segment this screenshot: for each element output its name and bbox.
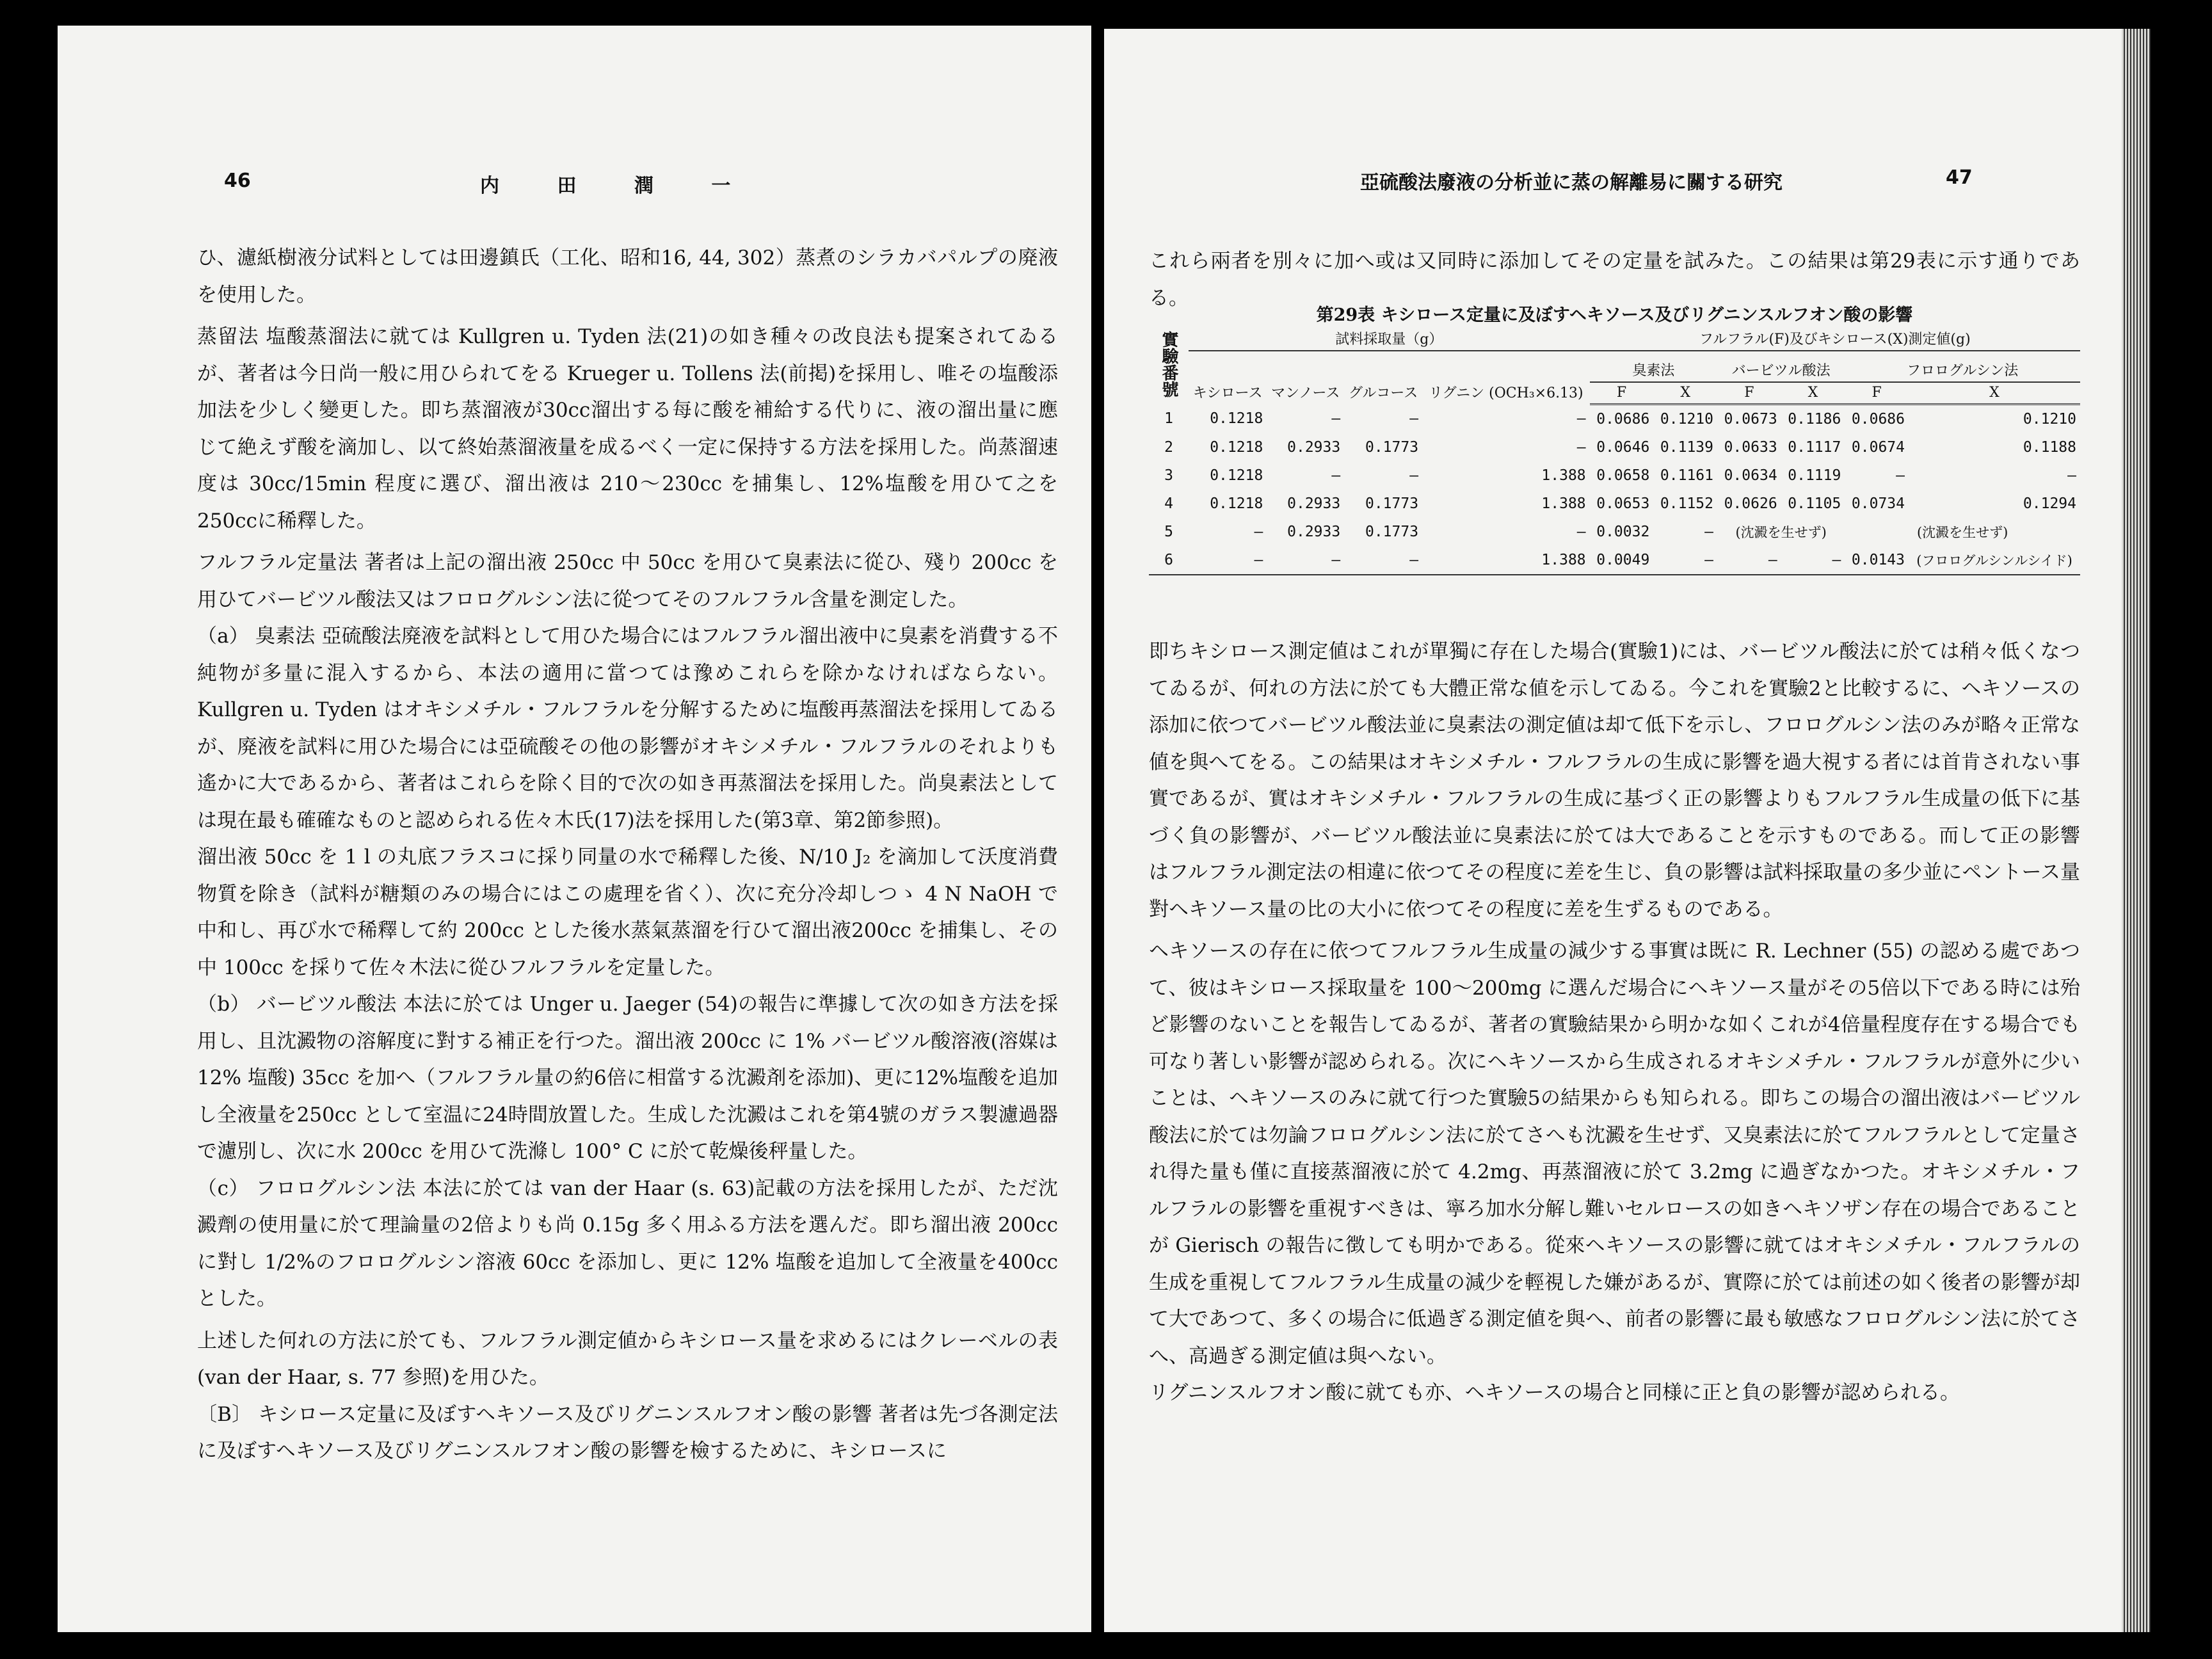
table-cell: —	[1576, 410, 1586, 427]
paragraph: （a） 臭素法 亞硫酸法廃液を試料として用ひた場合にはフルフラル溜出液中に臭素を消費する不純物が多量に混入するから、本法の適用に當つては豫めこれらを除かなければならない。Kullgren u. Tyden はオキシメチル・フルフラルを分解するために塩酸再蒸溜法を採用してゐるが、廃液を試料に用ひた場合には亞硫酸その他の影響がオキシメチル・フルフラルのそれよりも遙かに大であるから、著者はこれらを除く目的で次の如き再蒸溜法を採用した。尚臭素法としては現在最も確確なものと認められる佐々木氏(17)法を採用した(第3章、第2節参照)。	[197, 625, 1058, 832]
fx-header: X	[1781, 382, 1845, 405]
table-cell: 0.0049	[1590, 546, 1654, 575]
table-cell: 0.1218	[1210, 495, 1263, 512]
table-cell: 0.1210	[2023, 410, 2076, 428]
table-cell: —	[1576, 438, 1586, 456]
table-cell: —	[1704, 523, 1713, 540]
col-header: キシロース	[1192, 385, 1263, 401]
table-cell: 0.1186	[1788, 410, 1841, 428]
table-cell: —	[1254, 523, 1263, 540]
table-cell: —	[1653, 546, 1717, 575]
fx-header: F	[1590, 382, 1654, 405]
table-cell: 0.0658	[1596, 467, 1650, 484]
table-cell: —	[1409, 467, 1419, 484]
table-cell: —	[1896, 467, 1905, 484]
table-cell: 1.388	[1422, 546, 1590, 575]
table-row	[1149, 433, 2080, 461]
exp-no-cell: 5	[1164, 523, 1173, 540]
table-note: (沈澱を生せず)	[1735, 524, 1827, 540]
table-cell: 0.1161	[1660, 467, 1713, 484]
table-cell: 0.0634	[1724, 467, 1777, 484]
table-cell: 0.1773	[1365, 523, 1419, 540]
table-row	[1149, 546, 2080, 575]
table-cell: —	[1576, 523, 1586, 540]
table-cell: 0.1117	[1788, 438, 1841, 456]
table-cell: 0.1210	[1660, 410, 1713, 428]
data-table	[1149, 330, 2080, 575]
paragraph: 上述した何れの方法に於ても、フルフラル測定値からキシロース量を求めるにはクレーベルの表(van der Haar, s. 77 参照)を用ひた。	[197, 1329, 1058, 1389]
table-cell: 1.388	[1541, 467, 1586, 484]
table-cell: 0.1773	[1365, 495, 1419, 512]
exp-no-label: 實驗番號	[1159, 331, 1178, 397]
table-cell: —	[1717, 546, 1781, 575]
table-row	[1149, 518, 2080, 546]
fx-header: F	[1717, 382, 1781, 405]
sample-group-header: 試料採取量（g）	[1189, 330, 1590, 351]
exp-no-cell: 6	[1149, 546, 1189, 575]
paragraph: 即ちキシロース測定値はこれが單獨に存在した場合(實驗1)には、バービツル酸法に於ては稍々低くなつてゐるが、何れの方法に於ても大體正常な値を示してゐる。今これを實驗2と比較するに、ヘキソースの添加に依つてバービツル酸法並に臭素法の測定値は却て低下を示し、フロログルシン法のみが略々正常な値を與へてをる。この結果はオキシメチル・フルフラルの生成に影響を過大視する者には首肯されない事實であるが、實はオキシメチル・フルフラルの生成に基づく正の影響よりもフルフラル生成量の低下に基づく負の影響が、バービツル酸法並に臭素法に於ては大であることを示すものである。而して正の影響はフルフラル測定法の相違に依つてその程度に差を生じ、負の影響は試料採取量の多少並にペントース量對ヘキソース量の比の大小に依つてその程度に差を生ずるものである。	[1149, 640, 2080, 921]
table-cell: —	[1189, 546, 1267, 575]
measure-group-header: フルフラル(F)及びキシロース(X)測定値(g)	[1590, 330, 2080, 351]
table-cell: 0.1188	[2023, 438, 2076, 456]
right-page	[1104, 29, 2122, 1632]
col-header: リグニン (OCH₃×6.13)	[1429, 385, 1583, 401]
table-cell: 0.0032	[1596, 523, 1650, 540]
paragraph: 溜出液 50cc を 1 l の丸底フラスコに採り同量の水で稀釋した後、N/10 J₂ を滴加して沃度消費物質を除き（試料が糖類のみの場合にはこの處理を省く）、次に充分冷却しつゝ 4 N NaOH で中和し、再び水で稀釋して約 200cc とした後水蒸氣蒸溜を行ひて溜出液200cc を捕集し、その中 100cc を採りて佐々木法に從ひフルフラルを定量した。	[197, 846, 1058, 979]
table-cell: 0.0626	[1724, 495, 1777, 512]
table-cell: 0.1218	[1210, 467, 1263, 484]
table-cell: 0.1294	[2023, 495, 2076, 512]
table-cell: 0.1152	[1660, 495, 1713, 512]
table-cell: 0.2933	[1287, 495, 1341, 512]
paragraph: （c） フロログルシン法 本法に於ては van der Haar (s. 63)記載の方法を採用したが、ただ沈澱劑の使用量に於て理論量の2倍よりも尚 0.15g 多く用ふる方法を選んだ。即ち溜出液 200cc に對し 1/2%のフロログルシン溶液 60cc を添加し、更に 12% 塩酸を追加して全液量を400cc とした。	[197, 1176, 1058, 1310]
exp-no-cell: 2	[1164, 438, 1173, 456]
table-cell: 0.0143	[1845, 546, 1909, 575]
col-header: マンノース	[1271, 385, 1340, 401]
paragraph: （b） バービツル酸法 本法に於ては Unger u. Jaeger (54)の報告に準據して次の如き方法を採用し、且沈澱物の溶解度に對する補正を行つた。溜出液 200cc に 1% バービツル酸溶液(溶媒は 12% 塩酸) 35cc を加へ（フルフラル量の約6倍に相當する沈澱剤を添加)、更に12%塩酸を追加し全液量を250cc として室温に24時間放置した。生成した沈澱はこれを第4號のガラス製濾過器で濾別し、次に水 200cc を用ひて洗滌し 100° C に於て乾燥後秤量した。	[197, 993, 1058, 1163]
table-cell: —	[2067, 467, 2076, 484]
method-header: 臭素法	[1590, 351, 1717, 382]
table-cell: —	[1331, 410, 1341, 427]
fx-header: X	[1909, 382, 2080, 405]
table-cell: 0.0646	[1596, 438, 1650, 456]
paragraph: 蒸留法 塩酸蒸溜法に就ては Kullgren u. Tyden 法(21)の如き種々の改良法も提案されてゐるが、著者は今日尚一般に用ひられてをる Krueger u. Tollens 法(前掲)を採用し、唯その塩酸添加法を少しく變更した。即ち蒸溜液が30cc溜出する每に酸を補給する代りに、液の溜出量に應じて絶えず酸を滴加し、以て終始蒸溜液量を成るべく一定に保持する方法を採用した。尚蒸溜速度は 30cc/15min 程度に選び、溜出液は 210～230cc を捕集し、12%塩酸を用ひて之を 250ccに稀釋した。	[197, 325, 1059, 533]
paragraph: 〔B〕 キシロース定量に及ぼすヘキソース及びリグニンスルフオン酸の影響 著者は先づ各測定法に及ぼすヘキソース及びリグニンスルフオン酸の影響を檢するために、キシロースに	[197, 1402, 1058, 1463]
table-cell: 0.1105	[1788, 495, 1841, 512]
page-number: 46	[224, 170, 251, 192]
paragraph: フルフラル定量法 著者は上記の溜出液 250cc 中 50cc を用ひて臭素法に從ひ、殘り 200cc を用ひてバービツル酸法又はフロログルシン法に從つてそのフルフラル含量を測定した。	[197, 551, 1058, 611]
table-cell: 0.1218	[1210, 410, 1263, 427]
table-row	[1149, 490, 2080, 518]
table-row	[1149, 461, 2080, 490]
table-cell: 0.1218	[1210, 438, 1263, 456]
table-cell: —	[1781, 546, 1845, 575]
table-note: (沈澱を生せず)	[1916, 524, 2008, 540]
left-body	[197, 240, 1058, 1470]
table-cell: 0.0734	[1851, 495, 1905, 512]
table-cell: 0.0673	[1724, 410, 1777, 428]
page-number: 47	[1946, 166, 1973, 189]
paragraph: ひ、濾紙樹液分试料としては田邊鎮氏（工化、昭和16, 44, 302）蒸煮のシラカバパルプの廃液を使用した。	[197, 246, 1058, 307]
exp-no-cell: 1	[1164, 410, 1173, 427]
table-cell: —	[1409, 410, 1419, 427]
table-cell: 0.1139	[1660, 438, 1713, 456]
table-cell: —	[1267, 546, 1344, 575]
running-head: 内 田 潤 一	[480, 175, 757, 197]
table-cell: 0.1119	[1788, 467, 1841, 484]
table-cell: 1.388	[1541, 495, 1586, 512]
table-cell: 0.2933	[1287, 438, 1341, 456]
table-cell: 0.2933	[1287, 523, 1341, 540]
table-note: (フロログルシンルシイド)	[1909, 546, 2080, 575]
intro-paragraph: これら兩者を別々に加へ或は又同時に添加してその定量を試みた。この結果は第29表に示す通りである。	[1149, 250, 2080, 310]
table-cell: 0.1773	[1365, 438, 1419, 456]
table-cell: 0.0686	[1596, 410, 1650, 428]
left-page	[58, 26, 1091, 1632]
paragraph: リグニンスルフオン酸に就ても亦、ヘキソースの場合と同様に正と負の影響が認められる。	[1149, 1381, 1960, 1404]
paragraph: ヘキソースの存在に依つてフルフラル生成量の減少する事實は既に R. Lechner (55) の認める處であつて、彼はキシロース採取量を 100～200mg に選んだ場合にヘキソース量がその5倍以下である時には殆ど影響のないことを報告してゐるが、著者の實驗結果から明かな如くこれが4倍量程度存在する場合でも可なり著しい影響が認められる。次にヘキソースから生成されるオキシメチル・フルフラルが意外に少いことは、ヘキソースのみに就て行つた實驗5の結果からも知られる。即ちこの場合の溜出液はバービツル酸法に於ては勿論フロログルシン法に於てさへも沈澱を生せず、又臭素法に於てフルフラルとして定量され得た量も僅に直接蒸溜液に於て 4.2mg、再蒸溜液に於て 3.2mg に過ぎなかつた。オキシメチル・フルフラルの影響を重視すべきは、寧ろ加水分解し難いセルロースの如きヘキソザン存在の場合であることが Gierisch の報告に徴しても明かである。從來ヘキソースの影響に就てはオキシメチル・フルフラルの生成を重視してフルフラル生成量の減少を輕視した嫌があるが、實際に於ては前述の如く後者の影響が却て大であつて、多くの場合に低過ぎる測定値を與へ、前者の影響に最も敏感なフロログルシン法に於てさへ、高過ぎる測定値は與へない。	[1149, 940, 2080, 1368]
right-body	[1149, 634, 2080, 1412]
table-row	[1149, 404, 2080, 433]
table-cell: 0.0674	[1851, 438, 1905, 456]
method-header: フロログルシン法	[1845, 351, 2080, 382]
table-cell: —	[1344, 546, 1422, 575]
method-header: バービツル酸法	[1717, 351, 1845, 382]
exp-no-cell: 3	[1164, 467, 1173, 484]
table-cell: —	[1331, 467, 1341, 484]
page-edge	[2122, 29, 2151, 1632]
table-caption: 第29表 キシロース定量に及ぼすヘキソース及びリグニンスルフオン酸の影響	[1316, 305, 1913, 325]
table-cell: 0.0633	[1724, 438, 1777, 456]
running-head: 亞硫酸法廢液の分析並に蒸の解離易に關する研究	[1360, 172, 1783, 194]
col-header: グルコース	[1349, 385, 1418, 401]
table-cell: 0.0653	[1596, 495, 1650, 512]
table-29	[1149, 301, 2080, 575]
exp-no-cell: 4	[1164, 495, 1173, 512]
table-cell: 0.0686	[1851, 410, 1905, 428]
fx-header: F	[1845, 382, 1909, 405]
fx-header: X	[1653, 382, 1717, 405]
